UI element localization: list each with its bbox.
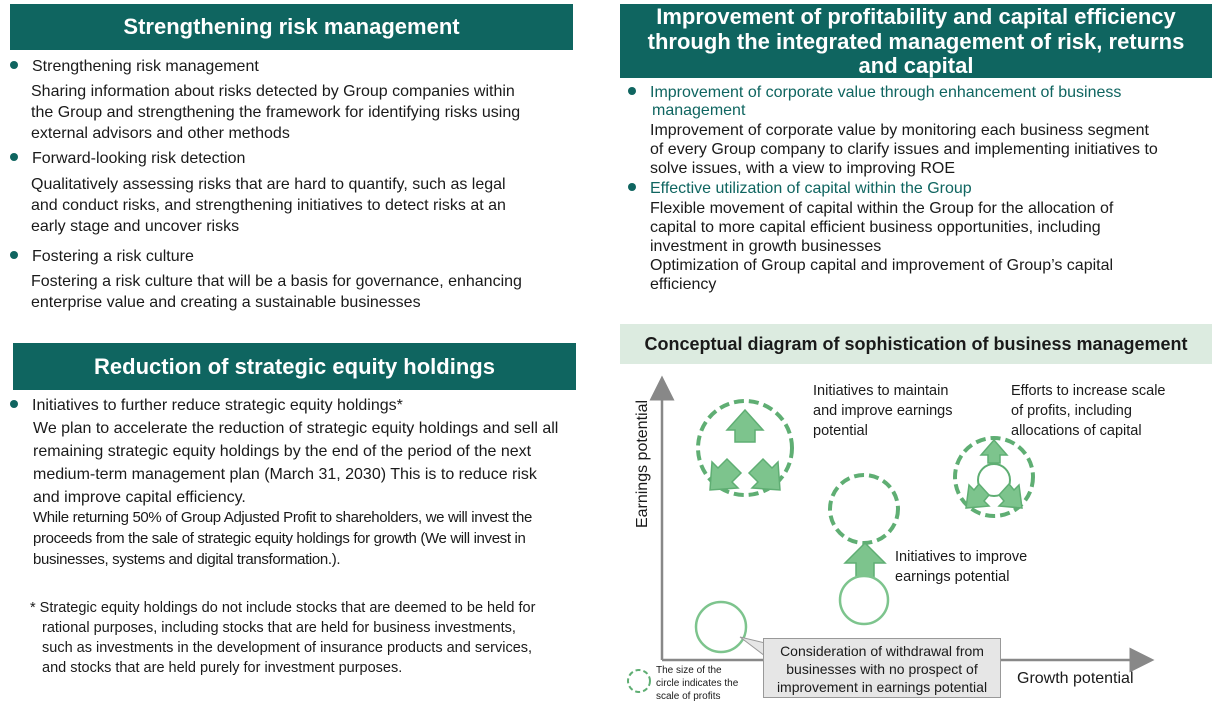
profitability-header: Improvement of profitability and capital efficiency through the integrated management of risk, returns and capital [620,4,1212,78]
improve-earnings-label: Initiatives to improve earnings potential [895,549,1028,585]
legend-text: The size of the circle indicates the scale of profits [656,665,739,702]
arrow-up-icon [727,410,763,442]
increase-scale-label: Efforts to increase scale of profits, including allocations of capital [1011,383,1166,439]
withdrawal-callout: Consideration of withdrawal from businesses with no prospect of improvement in earnings potential [763,638,1001,698]
legend-dashed-circle-icon [628,670,650,692]
maintain-improve-circle [698,401,792,495]
risk-item-1-title: Strengthening risk management [10,57,259,77]
target-dashed-circle [830,475,898,543]
right-item-1-body: Improvement of corporate value by monitoring each business segment of every Group company to clarify issues and implementing initiatives to solve issues, with a view to improving ROE [650,122,1158,177]
equity-item-title: Initiatives to further reduce strategic equity holdings* [10,396,403,416]
equity-holdings-header: Reduction of strategic equity holdings [13,343,576,390]
diagram-title: Conceptual diagram of sophistication of business management [620,324,1212,364]
arrow-up-growth-icon [845,543,885,580]
risk-item-2-title: Forward-looking risk detection [10,149,245,169]
y-axis-label: Earnings potential [634,399,651,529]
arrow-down-right-icon [749,459,780,490]
risk-management-header: Strengthening risk management [10,4,573,50]
right-item-2-body: Flexible movement of capital within the Group for the allocation of capital to more capital efficient business opportunities, including investment in growth businesses Optimization of Group capital and improvement of Group’s capital efficiency [650,200,1114,293]
small-solid-circle [840,576,888,624]
maintain-improve-label: Initiatives to maintain and improve earnings potential [813,383,953,439]
arrow-up-out-icon [981,440,1007,463]
right-item-2-title: Effective utilization of capital within the Group [628,179,972,199]
right-item-1-title: Improvement of corporate value through enhancement of business management [628,83,1121,121]
risk-item-3-title: Fostering a risk culture [10,247,194,267]
risk-item-2-body: Qualitatively assessing risks that are hard to quantify, such as legal and conduct risks, and strengthening initiatives to detect risks at an early stage and uncover risks [31,176,506,235]
risk-item-1-body: Sharing information about risks detected by Group companies within the Group and strengthening the framework for identifying risks using external advisors and other methods [31,83,521,142]
withdraw-circle [696,602,746,652]
scale-circle [955,438,1033,516]
callout-pointer [740,637,765,656]
arrow-down-left-icon [710,459,741,490]
x-axis-label: Growth potential [1017,670,1134,687]
equity-footnote: * Strategic equity holdings do not include stocks that are deemed to be held for rational purposes, including stocks that are held for business investments, such as investments in the development of insurance products and services, and stocks that are held purely for investment purposes. [30,600,536,676]
equity-item-body: We plan to accelerate the reduction of strategic equity holdings and sell all remaining strategic equity holdings by the end of the period of the next medium-term management plan (March 31, 2030) This is to reduce risk and improve capital efficiency. [33,420,559,506]
equity-item-body-2: While returning 50% of Group Adjusted Profit to shareholders, we will invest the proceeds from the sale of strategic equity holdings for growth (We will invest in businesses, systems and digital transformation.). [33,509,532,568]
risk-item-3-body: Fostering a risk culture that will be a basis for governance, enhancing enterprise value and creating a sustainable businesses [31,273,522,311]
